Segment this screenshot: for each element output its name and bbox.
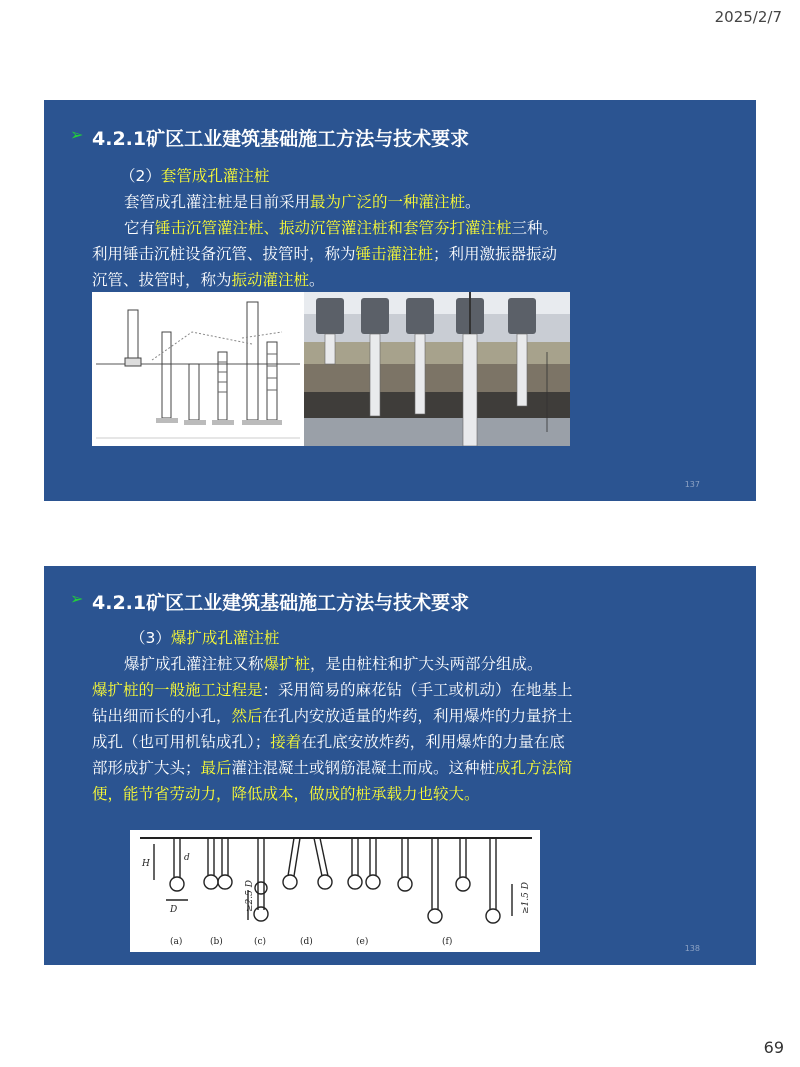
- arrowhead-bullet-icon: ➢: [70, 589, 84, 608]
- text-run: 它有: [124, 219, 156, 237]
- page-date: 2025/2/7: [714, 8, 782, 26]
- dim-f-label: ≥1.5 D: [521, 882, 531, 914]
- figure-label-b: (b): [210, 937, 223, 947]
- slide-index: 138: [684, 944, 700, 953]
- dim-c-label: ≥2.5 D: [245, 880, 255, 912]
- pile-construction-figure: [92, 292, 570, 446]
- figure-label-d: (d): [300, 937, 313, 947]
- figure-label-e: (e): [356, 937, 369, 947]
- subheading: [92, 163, 572, 189]
- text-run: 爆扩成孔灌注桩又称: [124, 655, 264, 673]
- figure-label-f: (f): [442, 937, 453, 947]
- highlight-run: 最为广泛的一种灌注桩: [310, 193, 466, 211]
- text-run: ，是由桩柱和扩大头两部分组成。: [310, 655, 543, 673]
- figure-label-c: (c): [254, 937, 267, 947]
- page-number: 69: [763, 1038, 784, 1057]
- text-run: 在孔内安放适量的炸药，利用爆炸的力量挤土成孔（也可用机钻成孔）；: [92, 707, 573, 751]
- highlight-run: 然后: [231, 707, 263, 725]
- subheading-text: 爆扩成孔灌注桩: [170, 629, 280, 647]
- slide-body: [92, 625, 578, 807]
- blast-pile-figure: [130, 830, 540, 952]
- slide-title-text: 4.2.1矿区工业建筑基础施工方法与技术要求: [92, 592, 470, 614]
- text-run: ：采用简易的麻花钻（手工或机动）在地基上钻出细而长的小孔，: [92, 681, 573, 725]
- subheading-text: 套管成孔灌注桩: [160, 167, 270, 185]
- pile-construction-illustration: [92, 292, 570, 446]
- slide-title-text: 4.2.1矿区工业建筑基础施工方法与技术要求: [92, 128, 470, 150]
- dim-h-label: H: [142, 859, 150, 869]
- blast-pile-illustration: [130, 830, 540, 952]
- text-run: 三种。利用锤击沉桩设备沉管、拔管时，称为: [92, 219, 559, 263]
- highlight-run: 锤击灌注桩: [355, 245, 434, 263]
- paragraph-2: [92, 677, 578, 807]
- slide-138: [44, 566, 756, 965]
- highlight-run: 爆扩桩的一般施工过程是: [92, 681, 263, 699]
- figure-label-a: (a): [170, 937, 183, 947]
- dim-d-label: d: [184, 853, 190, 863]
- slide-body: [92, 163, 572, 293]
- subheading: [92, 625, 578, 651]
- highlight-run: 最后: [200, 759, 232, 777]
- slide-137: [44, 100, 756, 501]
- text-run: 灌注混凝土或钢筋混凝土而成。这种桩: [231, 759, 496, 777]
- highlight-run: 成孔方法简便，能节省劳动力，降低成本，做成的桩承载力也较大: [92, 759, 573, 803]
- paragraph-2: [92, 215, 572, 293]
- paragraph-1: [92, 651, 578, 677]
- text-run: 套管成孔灌注桩是目前采用: [124, 193, 311, 211]
- arrowhead-bullet-icon: ➢: [70, 125, 84, 144]
- slide-index: 137: [684, 480, 700, 489]
- text-run: 。: [465, 193, 481, 211]
- highlight-run: 接着: [270, 733, 302, 751]
- highlight-run: 振动灌注桩: [231, 271, 310, 289]
- highlight-run: 爆扩桩: [263, 655, 311, 673]
- text-run: ；利用激振器振动沉管、拔管时，称为: [92, 245, 558, 289]
- dim-D-label: D: [170, 905, 178, 915]
- text-run: 。: [309, 271, 325, 289]
- subheading-prefix: （3）: [130, 629, 171, 647]
- slide-title: [70, 588, 470, 615]
- highlight-run: 锤击沉管灌注桩、振动沉管灌注桩和套管夯打灌注桩: [155, 219, 512, 237]
- subheading-prefix: （2）: [120, 167, 161, 185]
- slide-title: [70, 124, 470, 151]
- highlight-run: 。: [464, 785, 480, 803]
- text-run: 在孔底安放炸药，利用爆炸的力量在底部形成扩大头；: [92, 733, 565, 777]
- paragraph-1: [92, 189, 572, 215]
